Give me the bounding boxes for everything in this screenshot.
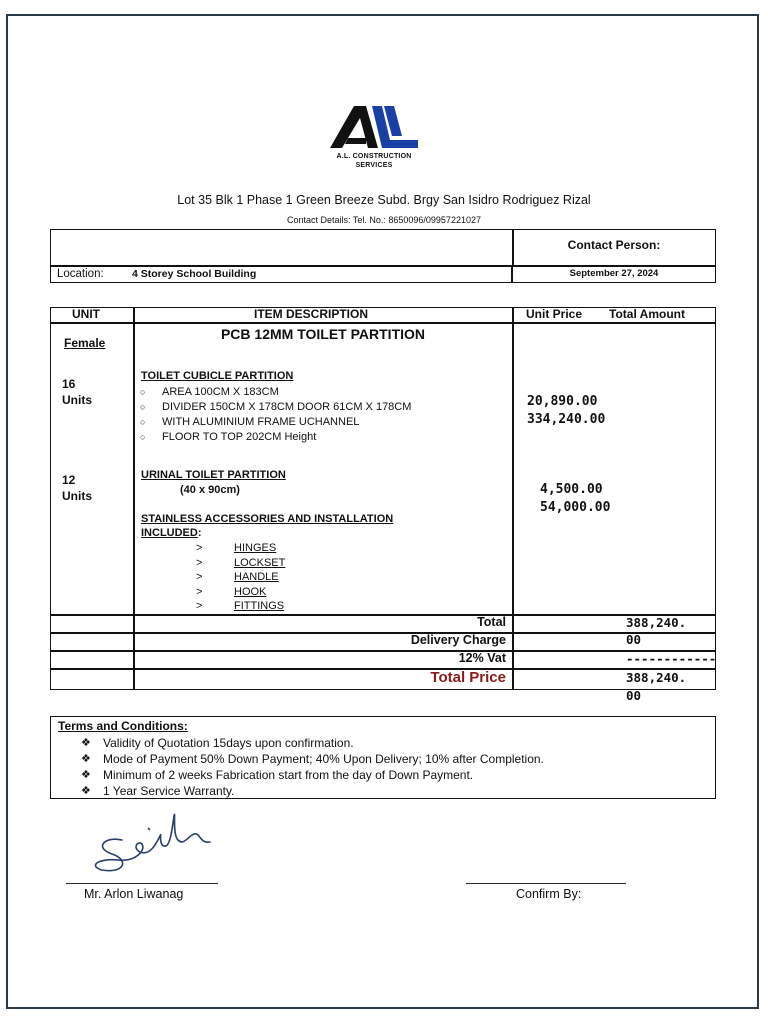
- item1-unit-price: 20,890.00: [527, 394, 598, 409]
- accessories-list: [196, 541, 285, 614]
- item1-spec: ○ DIVIDER 150CM X 178CM DOOR 61CM X 178CM: [162, 400, 411, 415]
- term-item: ❖ Mode of Payment 50% Down Payment; 40% Upon Delivery; 10% after Completion.: [81, 751, 544, 767]
- signer-line: [66, 883, 218, 884]
- vat-value: ------------: [626, 651, 717, 666]
- term-item: ❖ 1 Year Service Warranty.: [81, 783, 544, 799]
- accessories-heading: STAINLESS ACCESSORIES AND INSTALLATION: [141, 513, 394, 525]
- accessory-item: > LOCKSET: [196, 556, 285, 571]
- terms-title: Terms and Conditions:: [58, 719, 188, 733]
- company-name: A.L. CONSTRUCTION SERVICES: [336, 153, 412, 169]
- item1-quantity: 16 Units: [62, 377, 92, 407]
- item2-size: (40 x 90cm): [180, 484, 240, 496]
- header-unit-price: Unit Price: [526, 307, 583, 321]
- item2-quantity: 12 Units: [62, 473, 92, 503]
- item2-prices: [540, 481, 610, 517]
- accessory-item: > HINGES: [196, 541, 285, 556]
- product-title: PCB 12MM TOILET PARTITION: [220, 326, 426, 342]
- total-price-label: Total Price: [430, 669, 506, 686]
- item1-spec: ○ FLOOR TO TOP 202CM Height: [162, 430, 411, 445]
- header-unit: UNIT: [72, 307, 100, 321]
- item2-heading: URINAL TOILET PARTITION: [141, 469, 286, 481]
- total-price-value: 388,240.: [626, 670, 687, 685]
- accessories-heading-2: INCLUDED:: [141, 527, 202, 539]
- terms-box: [50, 716, 716, 799]
- header-row-line: [50, 322, 716, 324]
- signer-name: Mr. Arlon Liwanag: [84, 887, 184, 901]
- item1-total: 334,240.00: [527, 412, 606, 427]
- confirm-line: [466, 883, 626, 884]
- accessory-item: > HANDLE: [196, 570, 285, 585]
- delivery-charge-label: Delivery Charge: [410, 633, 506, 647]
- location-row: [50, 266, 512, 283]
- item2-total: 54,000.00: [540, 500, 611, 515]
- total-label: Total: [477, 615, 506, 629]
- location-label: Location:: [57, 268, 104, 280]
- total-value: 388,240.: [626, 615, 687, 630]
- accessory-item: > HOOK: [196, 585, 285, 600]
- total-price-cents: 00: [626, 688, 642, 703]
- location-value: 4 Storey School Building: [132, 268, 257, 280]
- accessory-item: > FITTINGS: [196, 599, 285, 614]
- female-label: Female: [64, 336, 106, 350]
- vat-label: 12% Vat: [458, 651, 506, 665]
- item1-heading: TOILET CUBICLE PARTITION: [141, 370, 294, 382]
- signature: [84, 800, 224, 885]
- item1-spec: ○ WITH ALUMINIUM FRAME UCHANNEL: [162, 415, 411, 430]
- item1-specs: [162, 385, 411, 445]
- header-description: ITEM DESCRIPTION: [254, 307, 369, 321]
- term-item: ❖ Minimum of 2 weeks Fabrication start from the day of Down Payment.: [81, 767, 544, 783]
- company-contact: Contact Details: Tel. No.: 8650096/09957221027: [287, 215, 481, 225]
- item2-unit-price: 4,500.00: [540, 482, 603, 497]
- item1-spec: ○ AREA 100CM X 183CM: [162, 385, 411, 400]
- header-total-amount: Total Amount: [609, 307, 685, 321]
- contact-person-label: Contact Person:: [567, 238, 661, 252]
- quotation-date: September 27, 2024: [512, 266, 716, 283]
- confirm-by-label: Confirm By:: [516, 887, 582, 901]
- terms-list: [81, 735, 544, 799]
- item1-prices: [527, 393, 605, 429]
- total-value-cents: 00: [626, 632, 642, 647]
- term-item: ❖ Validity of Quotation 15days upon confirmation.: [81, 735, 544, 751]
- company-address: Lot 35 Blk 1 Phase 1 Green Breeze Subd. Brgy San Isidro Rodriguez Rizal: [177, 193, 591, 207]
